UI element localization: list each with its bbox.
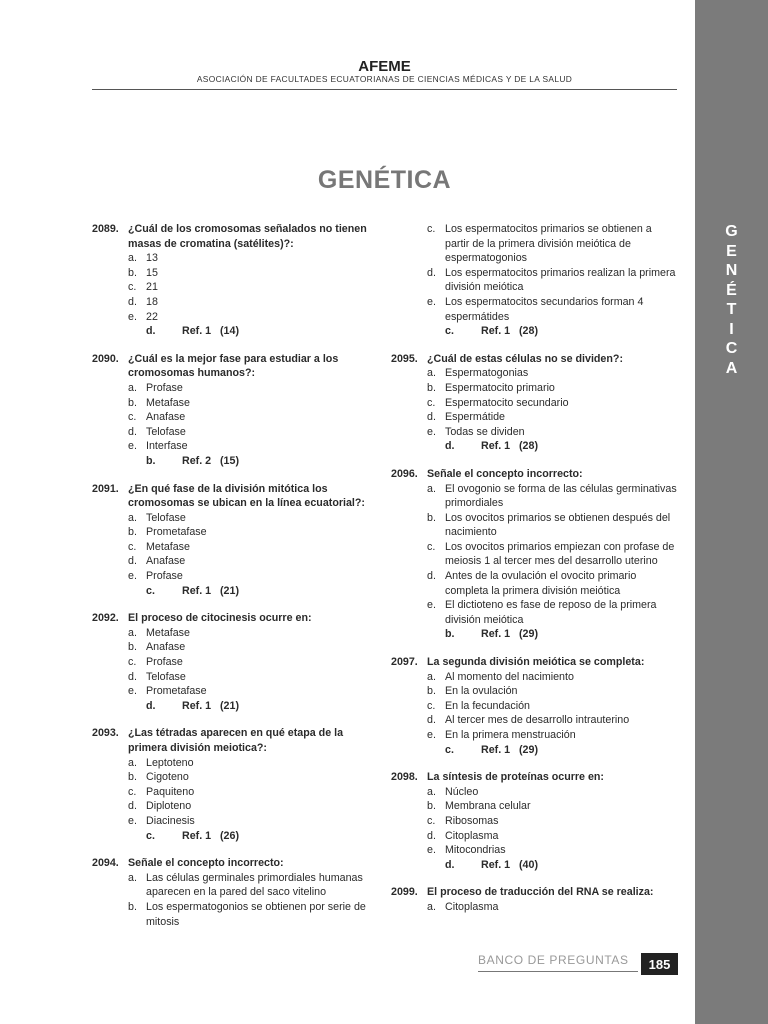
option-text: 22 bbox=[146, 310, 158, 323]
option-text: Paquiteno bbox=[146, 785, 195, 798]
option-text: 13 bbox=[146, 252, 158, 265]
answer-page: (21) bbox=[220, 699, 240, 712]
option-text: Los espermatocitos primarios realizan la primera división meiótica bbox=[445, 266, 676, 294]
answer-option bbox=[391, 814, 677, 829]
answer-option bbox=[92, 814, 378, 829]
question-block bbox=[92, 726, 378, 843]
option-letter: b. bbox=[427, 685, 436, 698]
option-letter: d. bbox=[128, 800, 137, 813]
option-text: 21 bbox=[146, 281, 158, 294]
question-header bbox=[391, 467, 677, 482]
side-tab-letters bbox=[695, 222, 768, 378]
option-text: Telofase bbox=[146, 425, 186, 438]
answer-option bbox=[92, 554, 378, 569]
answer-option bbox=[391, 799, 677, 814]
option-text: Mitocondrias bbox=[445, 844, 506, 857]
option-letter: d. bbox=[427, 714, 436, 727]
header-subtitle: ASOCIACIÓN DE FACULTADES ECUATORIANAS DE CIENCIAS MÉDICAS Y DE LA SALUD bbox=[196, 74, 573, 84]
option-letter: e. bbox=[427, 599, 436, 612]
side-tab-letter: I bbox=[729, 320, 734, 338]
question-header bbox=[92, 611, 378, 626]
question-header bbox=[391, 655, 677, 670]
answer-page: (15) bbox=[220, 454, 240, 467]
option-text: Espermatocito primario bbox=[445, 381, 555, 394]
answer-option bbox=[391, 900, 677, 915]
left-question-column bbox=[92, 222, 378, 942]
answer-option bbox=[391, 295, 677, 324]
question-text: El proceso de citocinesis ocurre en: bbox=[128, 612, 312, 625]
question-block bbox=[92, 856, 378, 929]
question-header bbox=[92, 482, 378, 511]
answer-reference: Ref. 1 bbox=[182, 584, 212, 597]
answer-option bbox=[92, 684, 378, 699]
option-text: Ribosomas bbox=[445, 814, 499, 827]
option-letter: d. bbox=[128, 425, 137, 438]
answer-option bbox=[92, 280, 378, 295]
option-letter: d. bbox=[128, 555, 137, 568]
option-letter: c. bbox=[427, 540, 436, 553]
question-block bbox=[391, 770, 677, 872]
question-header bbox=[92, 726, 378, 755]
question-block bbox=[92, 482, 378, 599]
question-number: 2091. bbox=[92, 482, 119, 495]
option-letter: b. bbox=[128, 396, 137, 409]
side-tab-letter: A bbox=[725, 359, 738, 377]
option-text: Cigoteno bbox=[146, 771, 189, 784]
answer-option bbox=[92, 525, 378, 540]
header-title: AFEME bbox=[358, 58, 411, 75]
option-letter: a. bbox=[427, 482, 436, 495]
answer-option bbox=[92, 310, 378, 325]
question-text: ¿Cuál de estas células no se dividen?: bbox=[427, 352, 623, 365]
answer-option bbox=[391, 699, 677, 714]
option-text: Anafase bbox=[146, 555, 186, 568]
question-text: Señale el concepto incorrecto: bbox=[427, 467, 583, 480]
option-text: Anafase bbox=[146, 641, 186, 654]
answer-option bbox=[391, 670, 677, 685]
question-text: El proceso de traducción del RNA se realiza: bbox=[427, 886, 654, 899]
option-text: Al tercer mes de desarrollo intrauterino bbox=[445, 714, 630, 727]
question-header bbox=[391, 352, 677, 367]
option-letter: b. bbox=[128, 900, 137, 913]
option-text: Citoplasma bbox=[445, 829, 499, 842]
question-number: 2089. bbox=[92, 223, 119, 235]
option-text: Anafase bbox=[146, 411, 186, 424]
side-tab-letter: N bbox=[725, 262, 738, 279]
answer-option bbox=[391, 425, 677, 440]
answer-key bbox=[391, 858, 677, 873]
question-block bbox=[92, 611, 378, 713]
question-header bbox=[92, 856, 378, 871]
option-text: Citoplasma bbox=[445, 900, 499, 913]
question-header bbox=[92, 222, 378, 251]
question-number: 2092. bbox=[92, 612, 119, 625]
side-tab-letter: G bbox=[725, 223, 738, 240]
answer-option bbox=[391, 713, 677, 728]
option-text: Metafase bbox=[146, 396, 190, 409]
question-header bbox=[391, 770, 677, 785]
option-letter: e. bbox=[427, 729, 436, 741]
question-header bbox=[92, 352, 378, 381]
option-text: Profase bbox=[146, 381, 183, 394]
answer-option bbox=[391, 266, 677, 295]
answer-option bbox=[391, 222, 677, 266]
question-block bbox=[391, 222, 677, 339]
answer-reference: Ref. 1 bbox=[481, 325, 511, 338]
question-block bbox=[92, 222, 378, 339]
option-text: Los espermatogonios se obtienen por serie de mitosis bbox=[146, 900, 366, 928]
option-text: Los espermatocitos primarios se obtienen a partir de la primera división meiótica de espermatogonios bbox=[445, 223, 652, 265]
option-text: Telofase bbox=[146, 511, 186, 524]
question-block bbox=[92, 352, 378, 469]
answer-option bbox=[391, 366, 677, 381]
question-number: 2090. bbox=[92, 352, 119, 365]
option-letter: d. bbox=[427, 570, 436, 583]
option-text: Interfase bbox=[146, 440, 188, 453]
answer-option bbox=[92, 425, 378, 440]
option-letter: c. bbox=[427, 223, 436, 235]
answer-option bbox=[92, 640, 378, 655]
option-text: Al momento del nacimiento bbox=[445, 670, 574, 683]
answer-key bbox=[92, 454, 378, 469]
option-letter: c. bbox=[427, 814, 436, 827]
option-letter: b. bbox=[128, 266, 137, 279]
answer-option bbox=[92, 251, 378, 266]
answer-option bbox=[92, 871, 378, 900]
answer-option bbox=[92, 295, 378, 310]
answer-option bbox=[92, 396, 378, 411]
answer-page: (29) bbox=[519, 628, 539, 641]
answer-key bbox=[391, 627, 677, 642]
option-letter: a. bbox=[128, 511, 137, 524]
page-number: 185 bbox=[641, 953, 678, 975]
answer-letter: d. bbox=[146, 325, 156, 338]
option-letter: c. bbox=[427, 699, 436, 712]
option-letter: e. bbox=[427, 425, 436, 438]
answer-key bbox=[92, 584, 378, 599]
answer-option bbox=[391, 829, 677, 844]
option-text: Leptoteno bbox=[146, 756, 194, 769]
answer-option bbox=[92, 439, 378, 454]
option-text: 18 bbox=[146, 295, 158, 308]
option-letter: b. bbox=[427, 511, 436, 524]
option-text: Espermatogonias bbox=[445, 367, 529, 380]
answer-letter: b. bbox=[146, 454, 156, 467]
option-letter: e. bbox=[128, 685, 137, 698]
question-text: Señale el concepto incorrecto: bbox=[128, 857, 284, 870]
option-letter: c. bbox=[128, 411, 137, 424]
option-letter: c. bbox=[128, 785, 137, 798]
answer-reference: Ref. 1 bbox=[481, 628, 511, 641]
question-text: La síntesis de proteínas ocurre en: bbox=[427, 771, 604, 784]
option-letter: a. bbox=[427, 367, 436, 380]
answer-option bbox=[92, 900, 378, 929]
option-letter: c. bbox=[128, 540, 137, 553]
option-text: Diacinesis bbox=[146, 814, 195, 827]
option-letter: c. bbox=[427, 396, 436, 409]
header-divider bbox=[92, 89, 677, 90]
answer-letter: c. bbox=[445, 325, 454, 338]
answer-option bbox=[391, 410, 677, 425]
answer-option bbox=[92, 799, 378, 814]
option-text: Espermátide bbox=[445, 411, 505, 424]
option-text: Prometafase bbox=[146, 685, 207, 698]
answer-page: (29) bbox=[519, 743, 539, 756]
answer-option bbox=[391, 540, 677, 569]
option-text: En la primera menstruación bbox=[445, 729, 576, 741]
page-title: GENÉTICA bbox=[317, 166, 452, 194]
answer-letter: b. bbox=[445, 628, 455, 641]
answer-option bbox=[92, 655, 378, 670]
option-letter: d. bbox=[427, 411, 436, 424]
answer-option bbox=[92, 266, 378, 281]
option-letter: c. bbox=[128, 656, 137, 669]
answer-option bbox=[391, 785, 677, 800]
answer-reference: Ref. 1 bbox=[481, 858, 511, 871]
answer-reference: Ref. 1 bbox=[481, 743, 511, 756]
side-tab-letter: C bbox=[725, 340, 738, 357]
option-letter: e. bbox=[427, 295, 436, 308]
answer-option bbox=[92, 540, 378, 555]
answer-page: (28) bbox=[519, 440, 539, 453]
option-text: Metafase bbox=[146, 626, 190, 639]
answer-reference: Ref. 2 bbox=[182, 454, 212, 467]
option-letter: b. bbox=[427, 381, 436, 394]
question-number: 2099. bbox=[391, 886, 418, 899]
option-letter: a. bbox=[128, 626, 137, 639]
option-letter: b. bbox=[128, 771, 137, 784]
option-letter: e. bbox=[128, 310, 137, 323]
answer-page: (26) bbox=[220, 829, 240, 842]
question-block bbox=[391, 352, 677, 454]
answer-letter: c. bbox=[146, 584, 155, 597]
option-text: Las células germinales primordiales humanas aparecen en la pared del saco vitelino bbox=[146, 871, 363, 899]
option-letter: c. bbox=[128, 281, 137, 294]
answer-key bbox=[391, 324, 677, 339]
answer-option bbox=[391, 843, 677, 858]
answer-reference: Ref. 1 bbox=[182, 699, 212, 712]
footer-label: BANCO DE PREGUNTAS bbox=[478, 953, 629, 967]
option-text: Los espermatocitos secundarios forman 4 espermátides bbox=[445, 295, 644, 323]
option-letter: d. bbox=[128, 670, 137, 683]
question-number: 2096. bbox=[391, 467, 418, 480]
answer-page: (14) bbox=[220, 325, 240, 338]
answer-option bbox=[92, 756, 378, 771]
option-text: El ovogonio se forma de las células germinativas primordiales bbox=[445, 482, 677, 510]
question-number: 2098. bbox=[391, 771, 418, 784]
answer-option bbox=[391, 511, 677, 540]
option-text: En la ovulación bbox=[445, 685, 518, 698]
answer-option bbox=[92, 626, 378, 641]
side-tab-letter: E bbox=[726, 242, 737, 260]
answer-key bbox=[92, 699, 378, 714]
answer-page: (28) bbox=[519, 325, 539, 338]
option-letter: b. bbox=[128, 641, 137, 654]
option-letter: d. bbox=[128, 295, 137, 308]
option-letter: a. bbox=[128, 871, 137, 884]
option-letter: a. bbox=[128, 252, 137, 265]
option-text: Todas se dividen bbox=[445, 425, 525, 438]
question-number: 2093. bbox=[92, 727, 119, 740]
answer-option bbox=[391, 396, 677, 411]
answer-reference: Ref. 1 bbox=[481, 440, 511, 453]
answer-option bbox=[391, 598, 677, 627]
option-letter: b. bbox=[427, 800, 436, 813]
option-text: Núcleo bbox=[445, 785, 479, 798]
question-block bbox=[391, 655, 677, 757]
answer-letter: c. bbox=[146, 829, 155, 842]
option-text: Membrana celular bbox=[445, 800, 531, 813]
option-letter: d. bbox=[427, 266, 436, 279]
option-letter: a. bbox=[128, 381, 137, 394]
question-text: ¿Cuál es la mejor fase para estudiar a los cromosomas humanos?: bbox=[128, 352, 339, 380]
answer-option bbox=[92, 511, 378, 526]
option-text: Diploteno bbox=[146, 800, 192, 813]
option-letter: a. bbox=[427, 900, 436, 913]
option-text: Profase bbox=[146, 656, 183, 669]
question-text: ¿En qué fase de la división mitótica los cromosomas se ubican en la línea ecuatorial?: bbox=[128, 482, 365, 510]
question-header bbox=[391, 885, 677, 900]
answer-option bbox=[92, 770, 378, 785]
option-text: Los ovocitos primarios empiezan con profase de meiosis 1 al tercer mes del desarrollo uterino bbox=[445, 540, 675, 568]
option-text: 15 bbox=[146, 266, 158, 279]
option-letter: e. bbox=[128, 814, 137, 827]
answer-option bbox=[391, 381, 677, 396]
option-text: Espermatocito secundario bbox=[445, 396, 569, 409]
answer-option bbox=[391, 569, 677, 598]
answer-page: (40) bbox=[519, 858, 539, 871]
option-letter: b. bbox=[128, 526, 137, 539]
option-letter: e. bbox=[128, 440, 137, 453]
side-tab-letter: T bbox=[726, 301, 737, 318]
option-letter: d. bbox=[427, 829, 436, 842]
answer-option bbox=[92, 785, 378, 800]
question-block bbox=[391, 885, 677, 914]
option-text: Telofase bbox=[146, 670, 186, 683]
answer-option bbox=[391, 728, 677, 743]
option-letter: a. bbox=[427, 785, 436, 798]
answer-reference: Ref. 1 bbox=[182, 829, 212, 842]
option-text: Antes de la ovulación el ovocito primario completa la primera división meiótica bbox=[445, 570, 637, 597]
answer-page: (21) bbox=[220, 584, 240, 597]
option-text: Metafase bbox=[146, 540, 190, 553]
option-text: Profase bbox=[146, 570, 183, 583]
answer-key bbox=[92, 829, 378, 844]
option-text: Prometafase bbox=[146, 526, 207, 539]
side-tab-letter: É bbox=[726, 281, 737, 299]
option-letter: e. bbox=[427, 844, 436, 857]
right-question-column bbox=[391, 222, 677, 928]
question-block bbox=[391, 467, 677, 642]
answer-key bbox=[391, 743, 677, 758]
question-number: 2095. bbox=[391, 352, 418, 365]
option-letter: e. bbox=[128, 570, 137, 583]
section-side-tab bbox=[695, 0, 768, 1024]
answer-option bbox=[92, 410, 378, 425]
answer-reference: Ref. 1 bbox=[182, 325, 212, 338]
answer-letter: d. bbox=[445, 440, 455, 453]
option-letter: a. bbox=[427, 670, 436, 683]
option-letter: a. bbox=[128, 756, 137, 769]
answer-option bbox=[391, 482, 677, 511]
question-text: ¿Las tétradas aparecen en qué etapa de la primera división meiotica?: bbox=[128, 727, 344, 754]
answer-letter: d. bbox=[146, 699, 156, 712]
question-number: 2097. bbox=[391, 656, 418, 669]
answer-letter: d. bbox=[445, 858, 455, 871]
answer-option bbox=[92, 670, 378, 685]
answer-option bbox=[92, 381, 378, 396]
option-text: El dictioteno es fase de reposo de la primera división meiótica bbox=[445, 599, 657, 626]
option-text: En la fecundación bbox=[445, 699, 530, 712]
question-number: 2094. bbox=[92, 857, 119, 870]
footer-divider bbox=[478, 971, 638, 972]
answer-option bbox=[92, 569, 378, 584]
question-text: La segunda división meiótica se completa: bbox=[427, 656, 645, 669]
answer-key bbox=[92, 324, 378, 339]
question-text: ¿Cuál de los cromosomas señalados no tienen masas de cromatina (satélites)?: bbox=[128, 223, 367, 250]
answer-letter: c. bbox=[445, 743, 454, 756]
answer-option bbox=[391, 684, 677, 699]
option-text: Los ovocitos primarios se obtienen después del nacimiento bbox=[445, 511, 671, 539]
answer-key bbox=[391, 439, 677, 454]
